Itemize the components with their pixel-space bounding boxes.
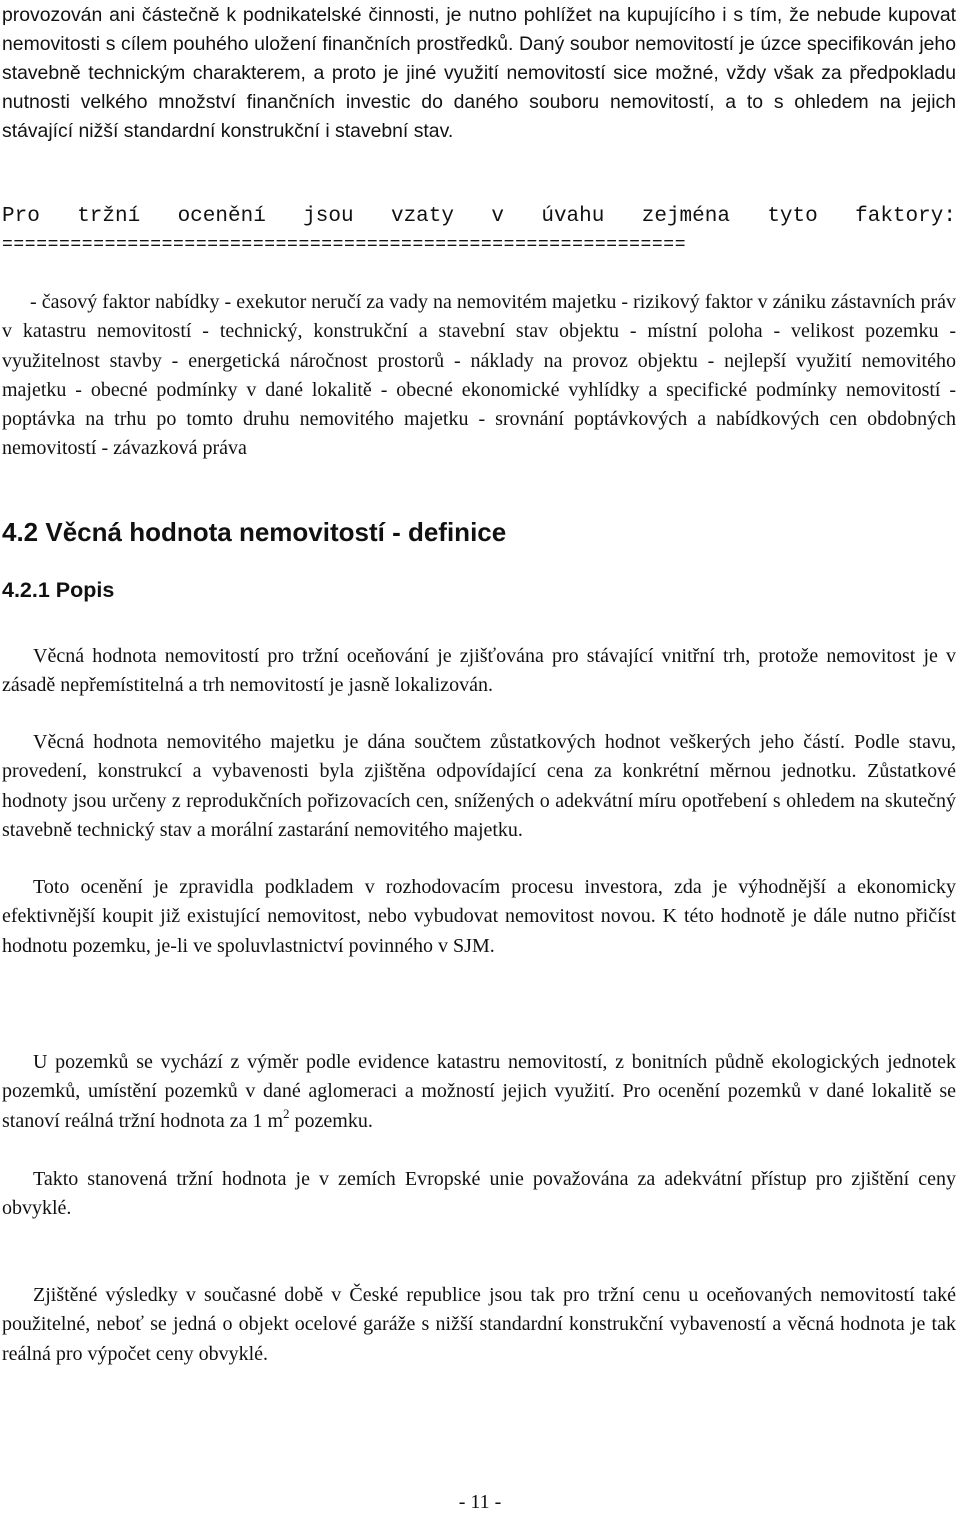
paragraph-land-valuation (2, 1048, 956, 1136)
subsection-heading: 4.2.1 Popis (2, 578, 115, 602)
factors-rule: ============================================================ (2, 235, 687, 255)
section-heading: 4.2 Věcná hodnota nemovitostí - definice (2, 517, 507, 547)
paragraph-eu-approach: Takto stanovená tržní hodnota je v zemích Evropské unie považována za adekvátní přístup pro zjištění ceny obvyklé. (2, 1168, 956, 1220)
intro-paragraph: provozován ani částečně k podnikatelské činnosti, je nutno pohlížet na kupujícího i s tím, že nebude kupovat nemovitosti s cílem pouhého uložení finančních prostředků. Daný soubor nemovitostí je úzce specifikován jeho stavebně technickým charakterem, a proto je jiné využití nemovitostí sice možné, vždy však za předpokladu nutnosti velkého množství finančních investic do daného souboru nemovitostí, a to s ohledem na jejich stávající nižší standardní konstrukční i stavební stav. (2, 4, 956, 142)
factors-intro-word: tržní (77, 205, 141, 228)
factors-list: - časový faktor nabídky - exekutor neručí za vady na nemovitém majetku - rizikový faktor v zániku zástavních práv v katastru nemovitostí - technický, konstrukční a stavební stav objektu - místní poloha - velikost pozemku - využitelnost stavby - energetická náročnost prostorů - náklady na provoz objektu - nejlepší využití nemovitého majetku - obecné podmínky v dané lokalitě - obecné ekonomické vyhlídky a specifické podmínky nemovitostí - poptávka na trhu po tomto druhu nemovitého majetku - srovnání poptávkových a nabídkových cen obdobných nemovitostí - závazková práva (2, 291, 956, 460)
factors-intro-word: tyto (767, 205, 818, 228)
land-valuation-text: U pozemků se vychází z výměr podle evidence katastru nemovitostí, z bonitních půdně ekologických jednotek pozemků, umístění pozemků v dané aglomeraci a možností jejich využití. Pro ocenění pozemků v dané lokalitě se stanoví reálná tržní hodnota za 1 m (2, 1051, 956, 1132)
paragraph-residual-value: Věcná hodnota nemovitého majetku je dána součtem zůstatkových hodnot veškerých jeho částí. Podle stavu, provedení, konstrukcí a vybavenosti byla zjištěna odpovídající cena za konkrétní měrnou jednotku. Zůstatkové hodnoty jsou určeny z reprodukčních pořizovacích cen, snížených o adekvátní míru opotřebení s ohledem na skutečný stavebně technický stav a morální zastarání nemovitého majetku. (2, 731, 956, 841)
paragraph-results: Zjištěné výsledky v současné době v České republice jsou tak pro tržní cenu u oceňovaných nemovitostí také použitelné, neboť se jedná o objekt ocelové garáže s nižší standardní konstrukční vybaveností a věcná hodnota je tak reálná pro výpočet ceny obvyklé. (2, 1284, 956, 1365)
paragraph-investor-decision: Toto ocenění je zpravidla podkladem v rozhodovacím procesu investora, zda je výhodnější a ekonomicky efektivnější koupit již existující nemovitost, nebo vybudovat nemovitost novou. K této hodnotě je dále nutno přičíst hodnotu pozemku, je-li ve spoluvlastnictví povinného v SJM. (2, 876, 956, 957)
page-number: - 11 - (458, 1491, 502, 1513)
factors-intro-word: zejména (641, 205, 730, 228)
factors-intro-word: ocenění (177, 205, 266, 228)
factors-intro-word: v (491, 205, 504, 228)
factors-intro-line (2, 202, 956, 231)
factors-intro-word: vzaty (390, 205, 454, 228)
factors-intro-word: jsou (303, 205, 354, 228)
square-meter-superscript: 2 (283, 1105, 290, 1121)
paragraph-market-scope: Věcná hodnota nemovitostí pro tržní oceňování je zjišťována pro stávající vnitřní trh, protože nemovitost je v zásadě nepřemístitelná a trh nemovitostí je jasně lokalizován. (2, 645, 956, 697)
factors-intro-word: Pro (2, 205, 40, 228)
factors-intro-word: úvahu (541, 205, 605, 228)
land-valuation-text-end: pozemku. (289, 1109, 373, 1132)
factors-intro-word: faktory: (855, 205, 956, 228)
